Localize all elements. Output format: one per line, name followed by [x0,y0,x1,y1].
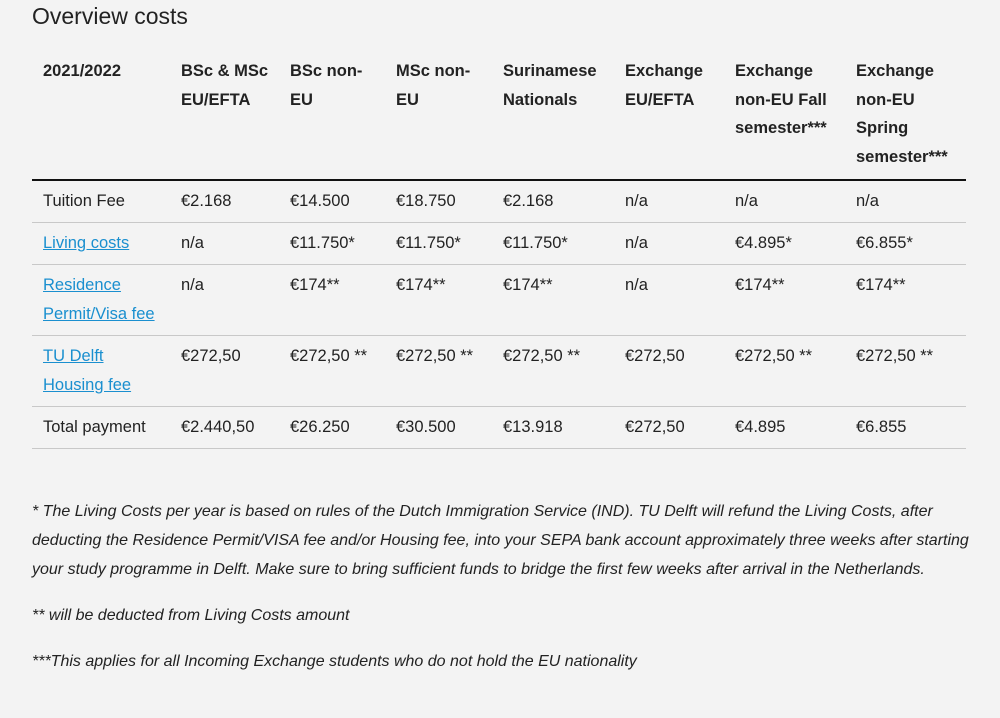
footnote-living-costs: * The Living Costs per year is based on rules of the Dutch Immigration Service (IND). TU Delft will refund the Living Costs, after deducting the Residence Permit/VISA fee and/or Housing fee, into your SEPA bank account approximately three weeks after starting your study programme in Delft. Make sure to bring sufficient funds to bridge the first few weeks after arrival in the Netherlands. [32,503,969,578]
residence-permit-link[interactable]: Residence Permit/Visa fee [43,276,155,323]
table-cell: €4.895* [724,223,845,265]
row-label: Total payment [32,407,170,449]
table-row-housing-fee [32,336,966,407]
table-cell: €26.250 [279,407,385,449]
table-cell: €272,50 ** [724,336,845,407]
table-cell: €6.855* [845,223,966,265]
header-row [32,48,966,180]
table-cell: €14.500 [279,180,385,223]
table-cell: €174** [724,265,845,336]
table-cell: €13.918 [492,407,614,449]
table-cell: €4.895 [724,407,845,449]
costs-table [32,48,966,449]
table-row-total-payment [32,407,966,449]
table-cell: €174** [385,265,492,336]
table-cell: €11.750* [385,223,492,265]
row-label-cell [32,223,170,265]
table-cell: €18.750 [385,180,492,223]
table-cell: €174** [492,265,614,336]
row-label-cell [32,265,170,336]
table-cell: n/a [170,265,279,336]
row-label: Tuition Fee [32,180,170,223]
table-cell: n/a [614,265,724,336]
table-cell: €272,50 [614,336,724,407]
table-cell: n/a [614,223,724,265]
header-bsc-msc-eu: BSc & MSc EU/EFTA [170,48,279,180]
table-cell: €272,50 [170,336,279,407]
table-cell: €272,50 ** [279,336,385,407]
housing-fee-link[interactable]: TU Delft Housing fee [43,347,132,394]
living-costs-link[interactable]: Living costs [43,234,130,252]
header-exchange-fall: Exchange non-EU Fall semester*** [724,48,845,180]
header-msc-non-eu: MSc non-EU [385,48,492,180]
header-exchange-eu: Exchange EU/EFTA [614,48,724,180]
header-bsc-non-eu: BSc non-EU [279,48,385,180]
table-row-residence-permit [32,265,966,336]
table-cell: €2.440,50 [170,407,279,449]
header-year: 2021/2022 [32,48,170,180]
table-cell: €174** [845,265,966,336]
table-body [32,180,966,449]
table-cell: €2.168 [492,180,614,223]
table-cell: €6.855 [845,407,966,449]
table-row-tuition-fee [32,180,966,223]
table-cell: n/a [170,223,279,265]
table-cell: €11.750* [279,223,385,265]
header-surinamese: Surinamese Nationals [492,48,614,180]
table-cell: n/a [845,180,966,223]
page-title: Overview costs [32,3,188,29]
table-cell: €11.750* [492,223,614,265]
table-cell: n/a [614,180,724,223]
row-label-cell [32,336,170,407]
table-cell: €272,50 [614,407,724,449]
table-cell: €272,50 ** [492,336,614,407]
header-exchange-spring: Exchange non-EU Spring semester*** [845,48,966,180]
table-cell: €272,50 ** [385,336,492,407]
table-cell: n/a [724,180,845,223]
table-row-living-costs [32,223,966,265]
table-cell: €272,50 ** [845,336,966,407]
footnotes [32,497,972,693]
table-header [32,48,966,180]
table-cell: €30.500 [385,407,492,449]
footnote-deducted: ** will be deducted from Living Costs amount [32,607,350,624]
footnote-exchange: ***This applies for all Incoming Exchange students who do not hold the EU nationality [32,653,637,670]
table-cell: €2.168 [170,180,279,223]
table-cell: €174** [279,265,385,336]
